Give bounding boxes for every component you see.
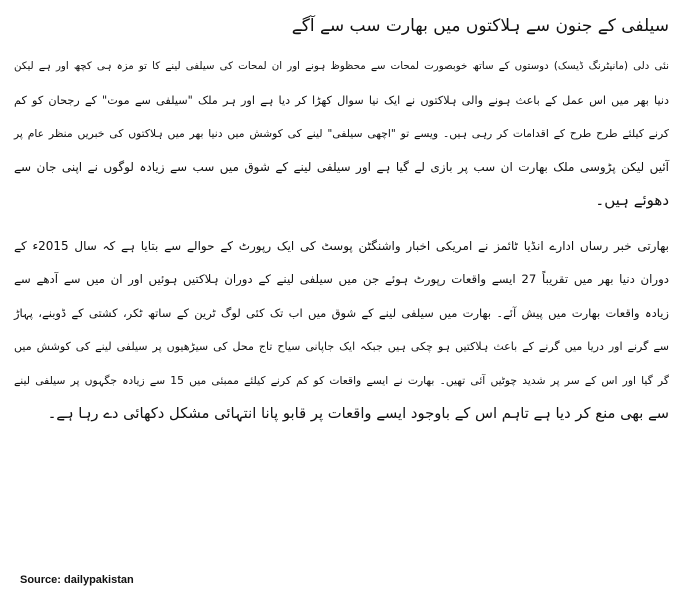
paragraph-line: سے گرنے اور دریا میں گرنے کے باعث ہلاکتیں ہو چکی ہیں جبکہ ایک جاپانی سیاح تاج محل کی سیڑھیوں پر سیلفی لینے کی کوشش میں (14, 340, 669, 353)
paragraph-line: گر گیا اور اس کے سر پر شدید چوٹیں آئی تھیں۔ بھارت نے ایسے واقعات کو کم کرنے کیلئے ممبئی میں 15 سے زیادہ جگہوں پر سیلفی لینے (14, 373, 669, 387)
paragraph-line: زیادہ واقعات بھارت میں پیش آئے۔ بھارت میں سیلفی لینے کے شوق میں اب تک کئی لوگ ٹرین کے ساتھ ٹکر، کشتی کے ڈوبنے، پہاڑ (14, 305, 669, 320)
paragraph-line: بھارتی خبر رساں ادارے انڈیا ٹائمز نے امریکی اخبار واشنگٹن پوسٹ کی ایک رپورٹ کے حوالے سے بتایا ہے کہ سال 2015ء کے (14, 238, 669, 253)
paragraph-line: سے بھی منع کر دیا ہے تاہم اس کے باوجود ایسے واقعات پر قابو پانا انتہائی مشکل دکھائی دے رہا ہے۔ (47, 405, 669, 422)
paragraph-line: نئی دلی (مانیٹرنگ ڈیسک) دوستوں کے ساتھ خوبصورت لمحات سے محظوظ ہونے اور ان لمحات کی سیلفی لینے کا تو مزہ ہی کچھ اور ہے لیکن (14, 60, 669, 72)
article-headline: سیلفی کے جنون سے ہلاکتوں میں بھارت سب سے آگے (291, 16, 669, 36)
paragraph-line: دوران دنیا بھر میں تقریباً 27 ایسے واقعات رپورٹ ہوئے جن میں سیلفی لینے کے دوران ہلاکتیں ہوئیں اور ان میں سے آدھے سے (14, 272, 669, 286)
paragraph-line: آئیں لیکن پڑوسی ملک بھارت ان سب پر بازی لے گیا ہے اور سیلفی لینے کے شوق میں سب سے زیادہ لوگوں نے اپنی جان سے (14, 159, 669, 174)
paragraph-line: کرنے کیلئے طرح طرح کے اقدامات کر رہی ہیں۔ ویسے تو "اچھی سیلفی" لینے کی کوشش میں دنیا بھر میں ہلاکتوں کی خبریں منظر عام پر (14, 127, 669, 140)
article-paragraph-1 (14, 50, 669, 218)
article-paragraph-2 (14, 230, 669, 431)
source-credit: Source: dailypakistan (20, 574, 134, 586)
paragraph-line: دھوئے ہیں۔ (595, 191, 669, 209)
paragraph-line: دنیا بھر میں اس عمل کے باعث ہونے والی ہلاکتوں نے ایک نیا سوال کھڑا کر دیا ہے اور ہر ملک "سیلفی سے موت" کے رجحان کو کم (14, 93, 669, 107)
